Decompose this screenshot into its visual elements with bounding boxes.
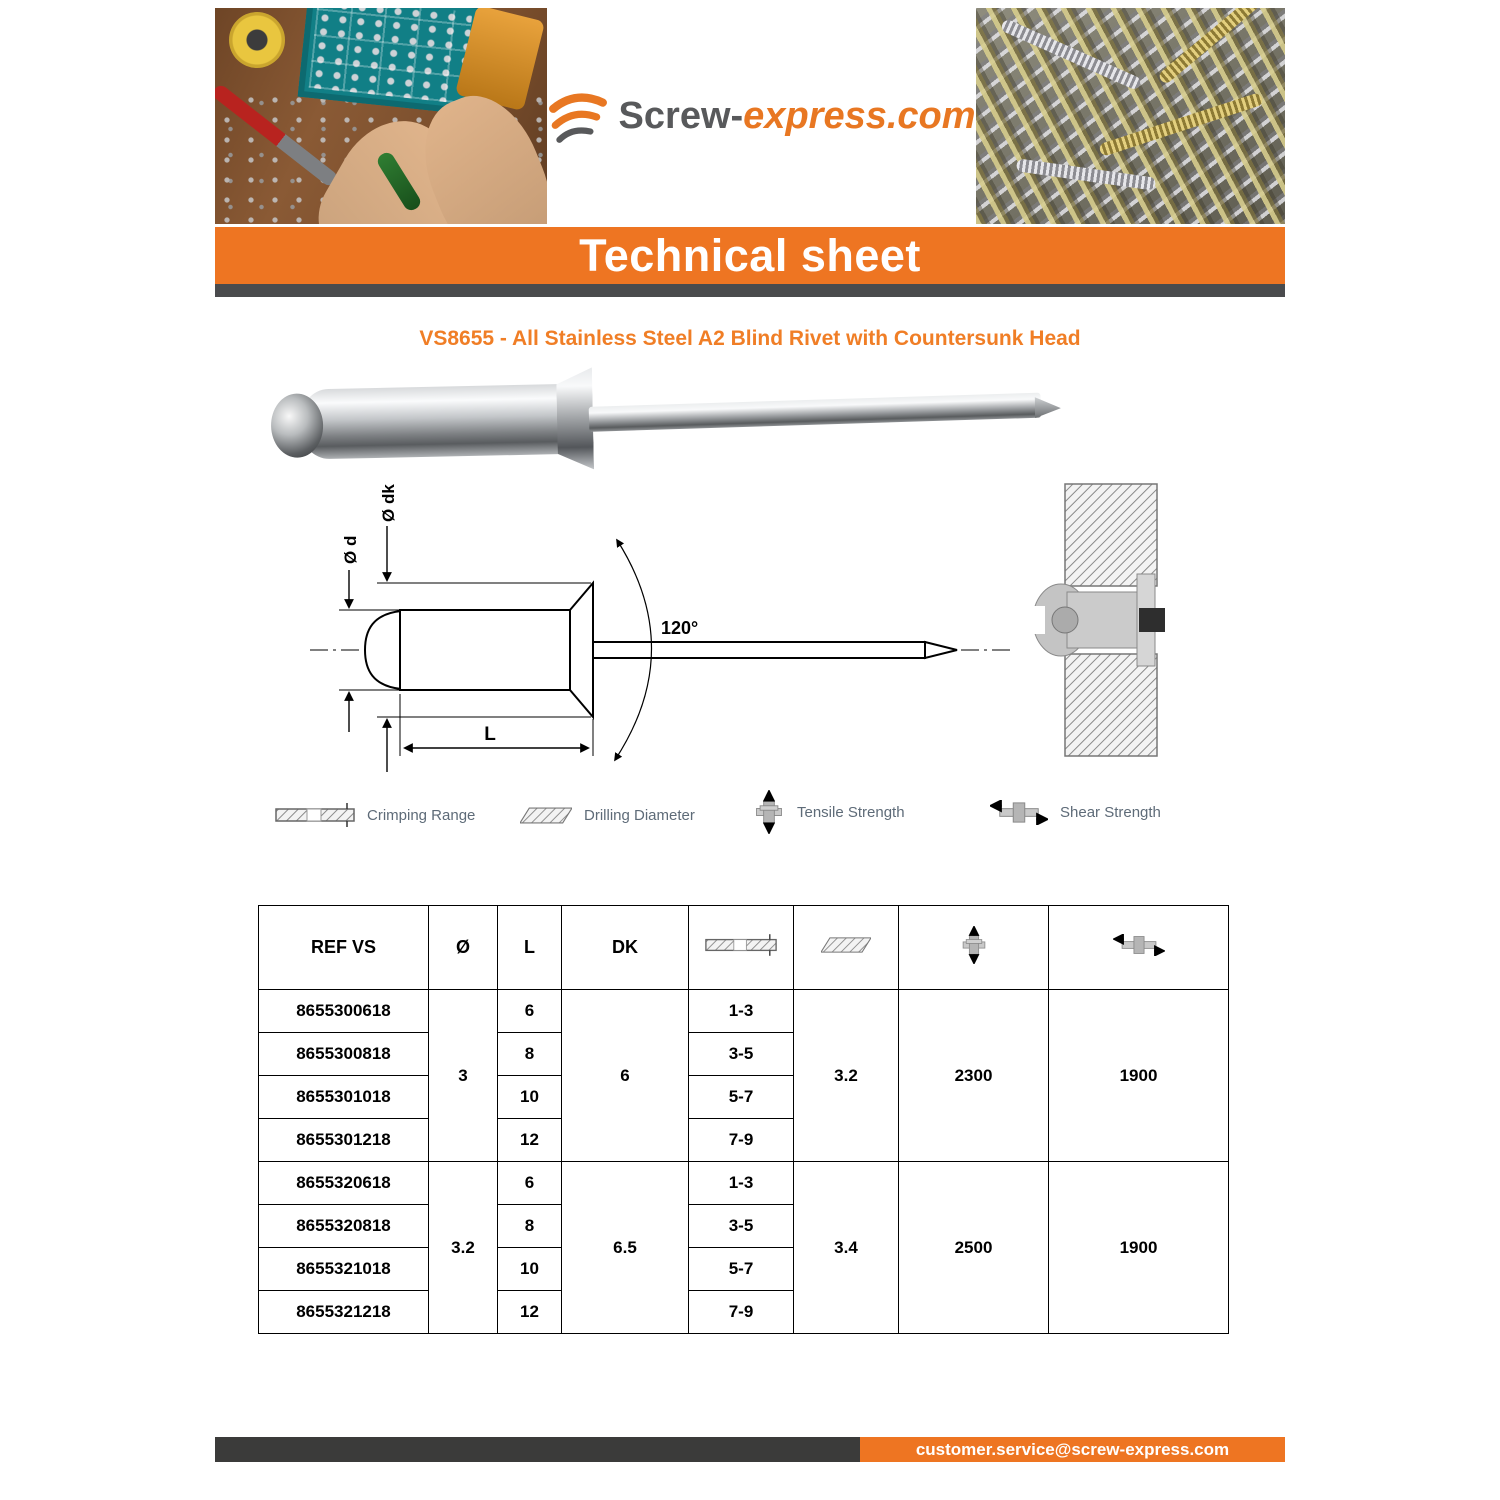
table-row [259,1162,1229,1205]
dim-label-body-diameter: Ø d [341,535,360,564]
cell-dk: 6 [562,990,689,1162]
legend-label: Drilling Diameter [584,807,695,824]
cell-shear: 1900 [1049,990,1229,1162]
cell-crimp: 7-9 [689,1291,794,1334]
shear-strength-icon [990,800,1048,825]
col-header-crimping-range [689,906,794,990]
cell-ref: 8655300618 [259,990,429,1033]
cell-crimp: 3-5 [689,1033,794,1076]
legend-item [275,802,475,828]
cell-ref: 8655301218 [259,1119,429,1162]
cell-length: 6 [498,1162,562,1205]
cell-crimp: 5-7 [689,1076,794,1119]
brand-logo [547,8,976,224]
page-footer [215,1437,1285,1462]
col-header-length: L [498,906,562,990]
logo-swoosh-icon [547,88,609,144]
footer-dark-bar [215,1437,860,1462]
table-header-row [259,906,1229,990]
cell-ref: 8655320818 [259,1205,429,1248]
dim-label-length: L [484,724,496,745]
brand-name [619,95,976,138]
cell-length: 8 [498,1205,562,1248]
cell-length: 12 [498,1119,562,1162]
drilling-diameter-icon [520,806,572,825]
cell-length: 10 [498,1248,562,1291]
cell-ref: 8655300818 [259,1033,429,1076]
crimping-range-icon [705,933,777,957]
cell-shear: 1900 [1049,1162,1229,1334]
spec-table [258,905,1229,1334]
brand-name-suffix: express.com [743,94,976,137]
crimping-range-icon [275,802,355,828]
cell-ref: 8655321218 [259,1291,429,1334]
cell-length: 12 [498,1291,562,1334]
col-header-drilling-diameter [794,906,899,990]
cell-crimp: 5-7 [689,1248,794,1291]
table-row [259,990,1229,1033]
banner-title: Technical sheet [579,229,921,281]
header-photo-workbench [215,8,547,224]
col-header-shear-strength [1049,906,1229,990]
technical-sheet-banner [215,227,1285,284]
product-photo-rivet [254,354,1066,483]
cell-length: 10 [498,1076,562,1119]
icon-legend [215,792,1285,848]
installed-rivet-illustration [1027,484,1165,756]
banner-underline-bar [215,284,1285,297]
legend-label: Tensile Strength [797,803,905,821]
dim-label-head-angle: 120° [661,618,699,638]
header-photo-screws [976,8,1285,224]
brand-name-prefix: Screw- [618,94,744,137]
cell-drill: 3.4 [794,1162,899,1334]
cell-ref: 8655320618 [259,1162,429,1205]
cell-crimp: 1-3 [689,990,794,1033]
cell-ref: 8655321018 [259,1248,429,1291]
col-header-dk: DK [562,906,689,990]
col-header-ref: REF VS [259,906,429,990]
col-header-tensile-strength [899,906,1049,990]
cell-crimp: 1-3 [689,1162,794,1205]
technical-sheet-page [215,0,1285,1500]
cell-length: 6 [498,990,562,1033]
col-header-diameter: Ø [429,906,498,990]
cell-diameter: 3 [429,990,498,1162]
drilling-diameter-icon [821,936,871,954]
tensile-strength-icon [753,790,785,834]
legend-label: Shear Strength [1060,804,1161,821]
legend-item [990,800,1161,825]
cell-diameter: 3.2 [429,1162,498,1334]
customer-service-email[interactable]: customer.service@screw-express.com [915,1439,1230,1459]
legend-label: Crimping Range [367,806,476,824]
technical-drawing [215,480,1285,780]
cell-crimp: 7-9 [689,1119,794,1162]
cell-crimp: 3-5 [689,1205,794,1248]
dim-label-head-diameter: Ø dk [379,484,398,522]
product-title: VS8655 - All Stainless Steel A2 Blind Rivet with Countersunk Head [419,327,1081,350]
legend-item [753,790,905,834]
cell-ref: 8655301018 [259,1076,429,1119]
cell-length: 8 [498,1033,562,1076]
page-header [215,8,1285,224]
cell-tensile: 2300 [899,990,1049,1162]
legend-item [520,806,695,825]
cell-drill: 3.2 [794,990,899,1162]
tensile-strength-icon [960,926,988,964]
footer-contact-bar [860,1437,1285,1462]
shear-strength-icon [1113,934,1165,956]
cell-tensile: 2500 [899,1162,1049,1334]
cell-dk: 6.5 [562,1162,689,1334]
